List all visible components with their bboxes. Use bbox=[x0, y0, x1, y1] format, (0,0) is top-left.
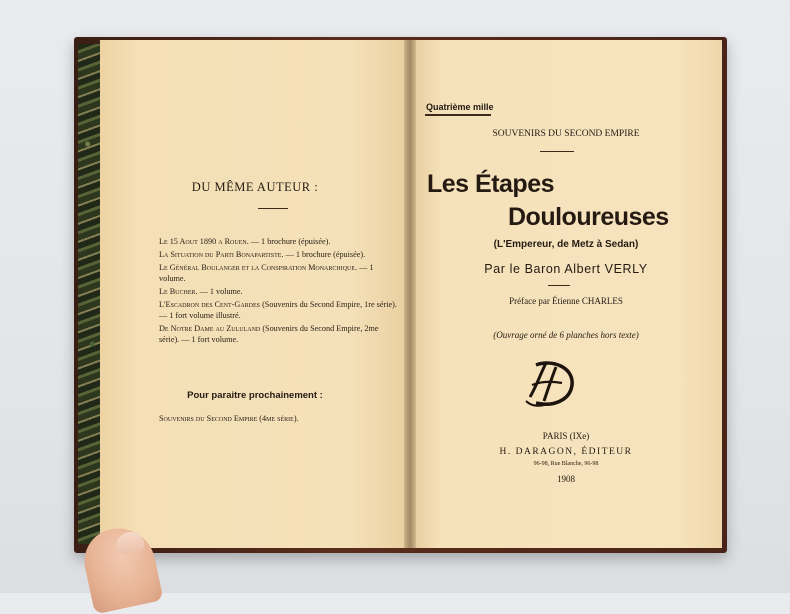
work-note: — 1 brochure (épuisée). bbox=[283, 250, 366, 259]
forthcoming-item: Souvenirs du Second Empire (4me série). bbox=[159, 414, 299, 423]
work-note: — 1 brochure (épuisée). bbox=[248, 237, 331, 246]
edition-label: Quatrième mille bbox=[426, 102, 494, 112]
works-list bbox=[159, 236, 399, 347]
other-works-heading: DU MÊME AUTEUR : bbox=[191, 180, 319, 194]
work-title: Le Bucher. bbox=[159, 287, 198, 296]
work-title: Le 15 Aout 1890 a Rouen. bbox=[159, 237, 249, 246]
work-note: (Souvenirs du Second Empire, 1re série). — 1 fort volume illustré. bbox=[159, 300, 397, 320]
work-entry bbox=[159, 249, 399, 260]
work-entry bbox=[159, 286, 399, 297]
subtitle: (L'Empereur, de Metz à Sedan) bbox=[493, 239, 639, 250]
work-entry bbox=[159, 323, 399, 345]
work-title: La Situation du Parti Bonapartiste. bbox=[159, 250, 284, 259]
work-title: Le Général Boulanger et la Conspiration Monarchique. bbox=[159, 263, 358, 272]
author-line: Par le Baron Albert VERLY bbox=[484, 262, 648, 276]
publication-place: PARIS (IXe) bbox=[542, 431, 590, 441]
series-rule bbox=[540, 151, 574, 152]
publisher-name: H. DARAGON, ÉDITEUR bbox=[499, 447, 633, 457]
work-entry bbox=[159, 299, 399, 321]
work-entry bbox=[159, 236, 399, 247]
work-title: De Notre Dame au Zululand bbox=[159, 324, 261, 333]
title-line-2: Douloureuses bbox=[508, 203, 669, 231]
forthcoming-heading: Pour paraitre prochainement : bbox=[187, 390, 323, 401]
work-entry bbox=[159, 262, 399, 284]
book-gutter bbox=[404, 40, 416, 548]
publication-year: 1908 bbox=[557, 474, 575, 484]
title-line-1: Les Étapes bbox=[427, 170, 555, 198]
marbled-endpaper bbox=[78, 44, 102, 544]
heading-rule bbox=[258, 208, 288, 209]
work-note: (Souvenirs du Second Empire, 2me série). — 1 fort volume. bbox=[159, 324, 379, 344]
plates-note: (Ouvrage orné de 6 planches hors texte) bbox=[493, 330, 639, 340]
author-rule bbox=[548, 285, 570, 286]
preface-line: Préface par Étienne CHARLES bbox=[509, 296, 623, 306]
edition-underline bbox=[425, 114, 491, 116]
right-page bbox=[410, 40, 722, 548]
publisher-address: 96-98, Rue Blanche, 96-98 bbox=[533, 461, 599, 467]
work-note: — 1 volume. bbox=[197, 287, 243, 296]
series-title: SOUVENIRS DU SECOND EMPIRE bbox=[492, 129, 640, 139]
work-note: — 1 volume. bbox=[159, 263, 374, 283]
work-title: L'Escadron des Cent-Gardes bbox=[159, 300, 261, 309]
publisher-monogram bbox=[522, 357, 576, 409]
